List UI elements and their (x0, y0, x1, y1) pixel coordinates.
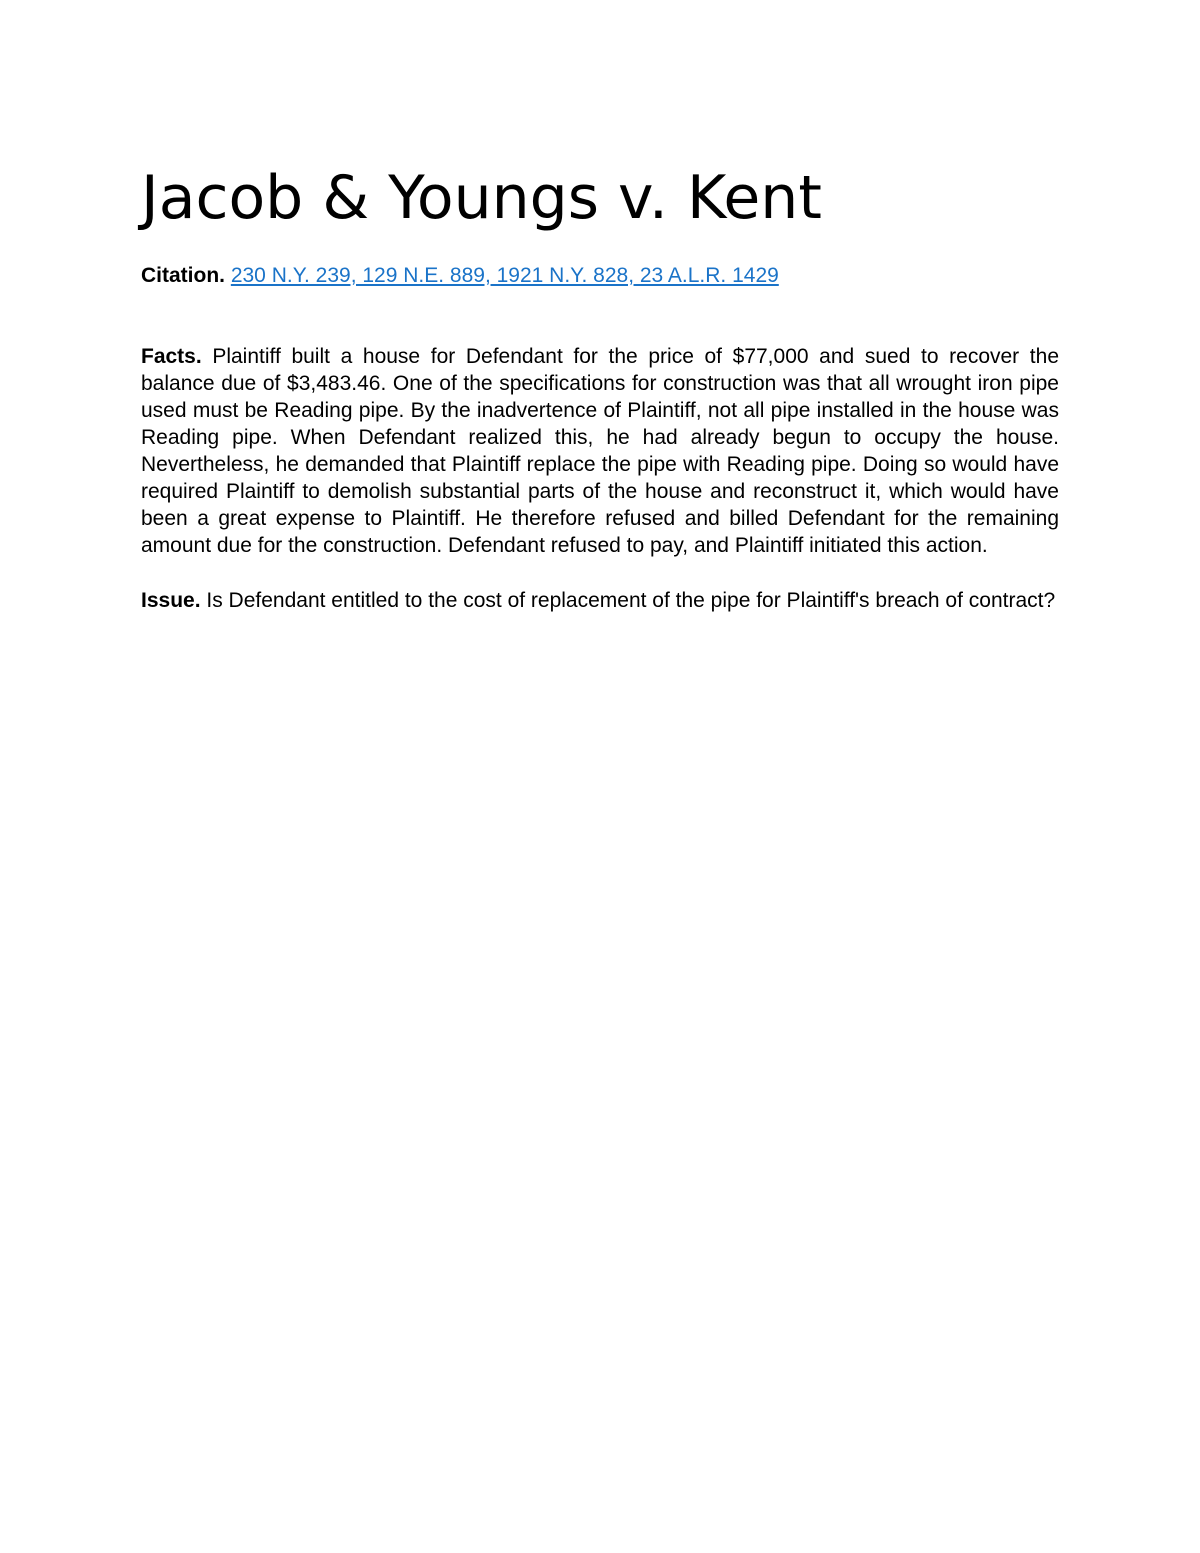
facts-text: Plaintiff built a house for Defendant for the price of $77,000 and sued to recover the balance due of $3,483.46. One of the specifications for construction was that all wrought iron pipe used must be Reading pipe. By the inadvertence of Plaintiff, not all pipe installed in the house was Reading pipe. When Defendant realized this, he had already begun to occupy the house. Nevertheless, he demanded that Plaintiff replace the pipe with Reading pipe. Doing so would have required Plaintiff to demolish substantial parts of the house and reconstruct it, which would have been a great expense to Plaintiff. He therefore refused and billed Defendant for the remaining amount due for the construction. Defendant refused to pay, and Plaintiff initiated this action. (141, 345, 1059, 557)
facts-label: Facts. (141, 345, 213, 368)
citation-link[interactable]: 230 N.Y. 239, 129 N.E. 889, 1921 N.Y. 828, 23 A.L.R. 1429 (230, 264, 779, 287)
issue-paragraph (141, 587, 1059, 614)
document-body (141, 160, 1059, 614)
citation-paragraph (141, 262, 1059, 289)
issue-text: Is Defendant entitled to the cost of replacement of the pipe for Plaintiff's breach of contract? (206, 589, 1056, 612)
issue-label: Issue. (141, 589, 207, 612)
facts-paragraph (141, 343, 1059, 559)
citation-label: Citation. (141, 264, 231, 287)
case-title: Jacob & Youngs v. Kent (141, 163, 822, 233)
